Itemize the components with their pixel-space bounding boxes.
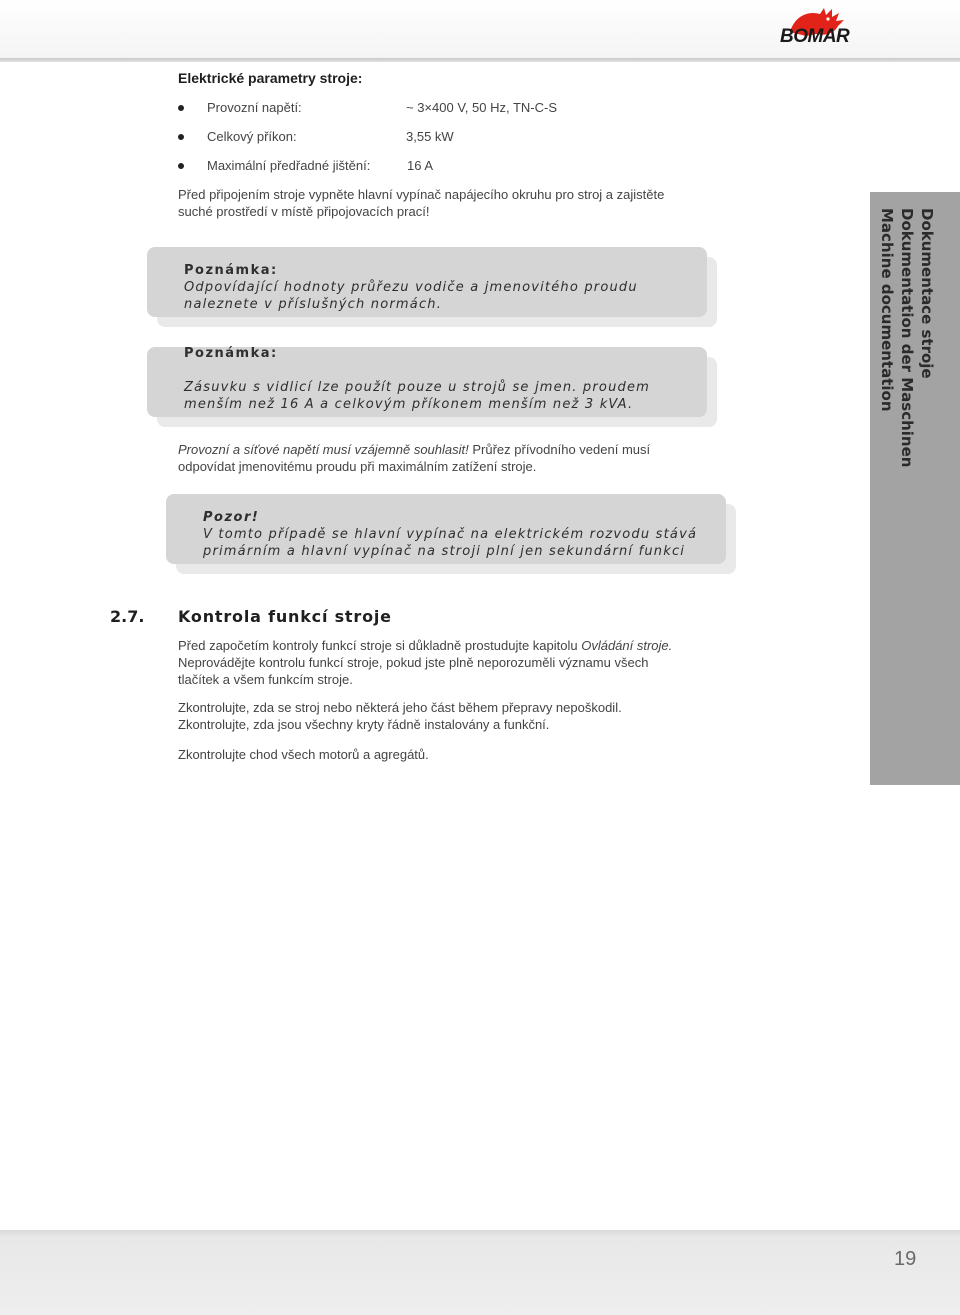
bomar-logo-text: BOMAR [780,26,850,47]
paragraph-line: Zkontrolujte, zda se stroj nebo některá jeho část během přepravy nepoškodil. [178,700,622,715]
paragraph-line: Neprovádějte kontrolu funkcí stroje, pokud jste plně neporozuměli významu všech [178,655,649,670]
warning-title: Pozor! [203,510,260,525]
chapter-title: Kontrola funkcí stroje [178,607,392,626]
side-tab-line-de: Dokumentation der Maschinen [898,208,916,468]
note-box-cross-section [147,247,707,317]
note-box-socket [147,347,707,417]
header-rule [0,58,960,62]
note-title: Poznámka: [184,346,278,361]
warning-box [166,494,726,564]
voltage-line-1 [178,441,738,458]
function-check-paragraph-2 [178,699,738,733]
warning-text-line: primárním a hlavní vypínač na stroji plní jen sekundární funkci [203,544,686,559]
chapter-reference-italic: Ovládání stroje. [581,638,673,653]
note-text-line: menším než 16 A a celkovým příkonem menším než 3 kVA. [184,397,634,412]
paragraph-line: Zkontrolujte, zda jsou všechny kryty řádně instalovány a funkční. [178,717,550,732]
function-check-paragraph-3 [178,746,738,763]
voltage-paragraph [178,441,738,475]
voltage-line-2: odpovídat jmenovitému proudu při maximálním zatížení stroje. [178,459,537,474]
paragraph-line: Zkontrolujte chod všech motorů a agregátů. [178,747,429,762]
footer-band [0,1230,960,1315]
note-text-line: naleznete v příslušných normách. [184,297,443,312]
chapter-number: 2.7. [110,607,145,626]
bullet-icon [178,163,184,169]
instruction-line: suché prostředí v místě připojovacích prací! [178,204,430,219]
parameter-value: 16 A [407,158,434,173]
side-tab-labels [878,208,938,768]
paragraph-line [178,637,738,654]
side-tab-line-en: Machine documentation [878,208,896,412]
page-number: 19 [894,1248,917,1270]
note-title: Poznámka: [184,263,278,278]
voltage-line-rest: Průřez přívodního vedení musí [468,442,651,457]
note-text-line: Zásuvku s vidlicí lze použít pouze u strojů se jmen. proudem [184,380,651,395]
disconnect-instruction [178,186,698,220]
voltage-warning-italic: Provozní a síťové napětí musí vzájemně souhlasit! [178,442,469,457]
instruction-line: Před připojením stroje vypněte hlavní vypínač napájecího okruhu pro stroj a zajistěte [178,187,665,202]
parameter-label: Celkový příkon: [207,129,297,144]
parameter-label: Maximální předřadné jištění: [207,158,371,173]
parameter-value: ~ 3×400 V, 50 Hz, TN-C-S [406,100,558,115]
side-tab-line-cz: Dokumentace stroje [918,208,936,379]
paragraph-line: tlačítek a všem funkcím stroje. [178,672,353,687]
warning-text-line: V tomto případě se hlavní vypínač na elektrickém rozvodu stává [203,527,698,542]
note-text-line: Odpovídající hodnoty průřezu vodiče a jmenovitého proudu [184,280,638,295]
parameter-value: 3,55 kW [406,129,454,144]
bullet-icon [178,134,184,140]
paragraph-text: Před započetím kontroly funkcí stroje si důkladně prostudujte kapitolu [178,638,582,653]
bullet-icon [178,105,184,111]
electrical-parameters-heading: Elektrické parametry stroje: [178,70,363,86]
function-check-paragraph-1 [178,637,738,688]
parameter-label: Provozní napětí: [207,100,302,115]
